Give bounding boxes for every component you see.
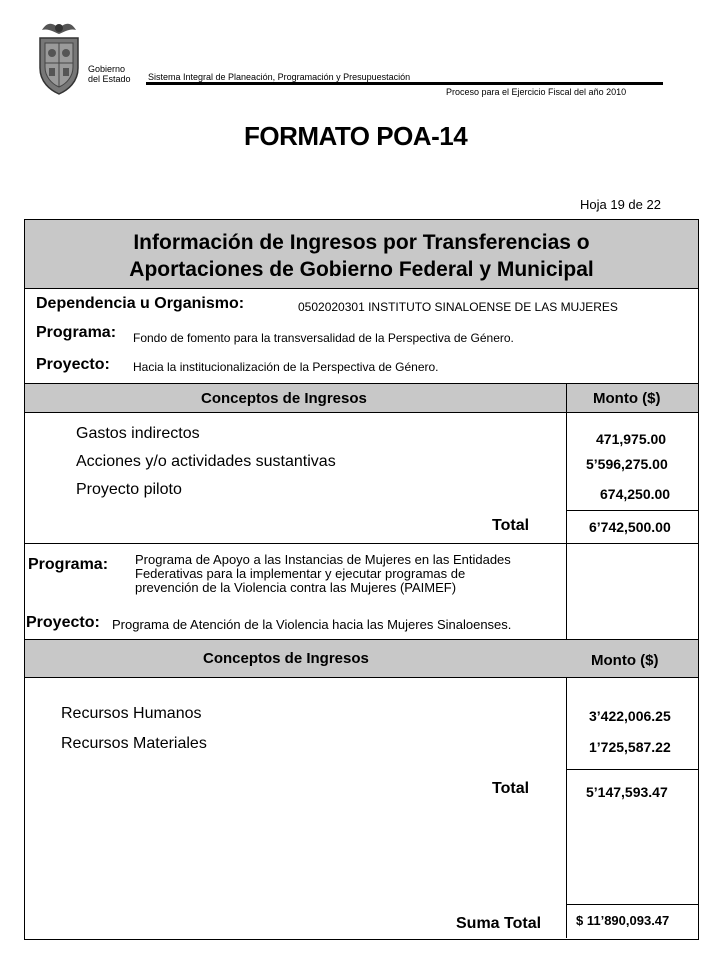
programa2-value: [135, 553, 511, 595]
amount-item: 3’422,006.25: [589, 708, 671, 724]
column-divider: [566, 384, 567, 544]
amount-item: 1’725,587.22: [589, 739, 671, 755]
header-rule: [146, 82, 663, 85]
proyecto-label: Proyecto:: [36, 356, 110, 373]
concepts-header: Conceptos de Ingresos: [201, 390, 367, 407]
column-divider: [566, 544, 567, 639]
dependencia-value: 0502020301 INSTITUTO SINALOENSE DE LAS MUJERES: [298, 300, 618, 314]
proyecto-value: Hacia la institucionalización de la Perspectiva de Género.: [133, 360, 439, 374]
concept-item: Gastos indirectos: [76, 425, 200, 442]
proyecto2-label: Proyecto:: [26, 614, 100, 631]
grand-total-label: Suma Total: [456, 915, 542, 932]
programa2-value-line2: Federativas para la implementar y ejecutar programas de: [135, 566, 466, 581]
programa2-value-line3: prevención de la Violencia contra las Mujeres (PAIMEF): [135, 580, 457, 595]
column-divider: [566, 678, 567, 938]
total-label: Total: [492, 517, 530, 534]
table-title-line2: Aportaciones de Gobierno Federal y Municipal: [129, 258, 594, 281]
total-value: 6’742,500.00: [589, 519, 671, 535]
divider: [24, 288, 698, 289]
divider: [24, 677, 698, 678]
total-label-2: Total: [492, 780, 530, 797]
divider: [566, 769, 698, 770]
amount-item: 5’596,275.00: [586, 456, 668, 472]
amount-item: 471,975.00: [596, 431, 667, 447]
concept-item: Acciones y/o actividades sustantivas: [76, 453, 336, 470]
gobierno-line1: Gobierno: [88, 64, 126, 74]
programa-label: Programa:: [36, 324, 117, 341]
amount-header-2: Monto ($): [591, 652, 659, 669]
sheet-number: Hoja 19 de 22: [580, 197, 661, 212]
gobierno-line2: del Estado: [88, 74, 131, 84]
system-name: Sistema Integral de Planeación, Programación y Presupuestación: [148, 72, 411, 82]
programa2-label: Programa:: [28, 556, 109, 573]
form-title: FORMATO POA-14: [244, 121, 468, 151]
proyecto2-value: Programa de Atención de la Violencia hacia las Mujeres Sinaloenses.: [112, 617, 512, 632]
programa2-value-line1: Programa de Apoyo a las Instancias de Mujeres en las Entidades: [135, 552, 511, 567]
divider: [24, 543, 698, 544]
table-title-line1: Información de Ingresos por Transferencias o: [133, 231, 590, 254]
grand-total-value: $ 11’890,093.47: [576, 913, 670, 928]
concept-item: Recursos Humanos: [61, 705, 202, 722]
concept-item: Recursos Materiales: [61, 735, 207, 752]
divider: [566, 510, 698, 511]
amount-header: Monto ($): [593, 390, 661, 407]
programa-value: Fondo de fomento para la transversalidad de la Perspectiva de Género.: [133, 331, 514, 345]
concept-item: Proyecto piloto: [76, 481, 182, 498]
dependencia-label: Dependencia u Organismo:: [36, 295, 245, 312]
coat-of-arms-logo-icon: [34, 18, 84, 96]
government-label: [88, 64, 131, 84]
total-value-2: 5’147,593.47: [586, 784, 668, 800]
amount-item: 674,250.00: [600, 486, 671, 502]
divider: [24, 412, 698, 413]
table-title: [25, 229, 698, 283]
concepts-header-2: Conceptos de Ingresos: [203, 650, 369, 667]
divider: [566, 904, 698, 905]
process-year: Proceso para el Ejercicio Fiscal del año 2010: [446, 87, 627, 97]
